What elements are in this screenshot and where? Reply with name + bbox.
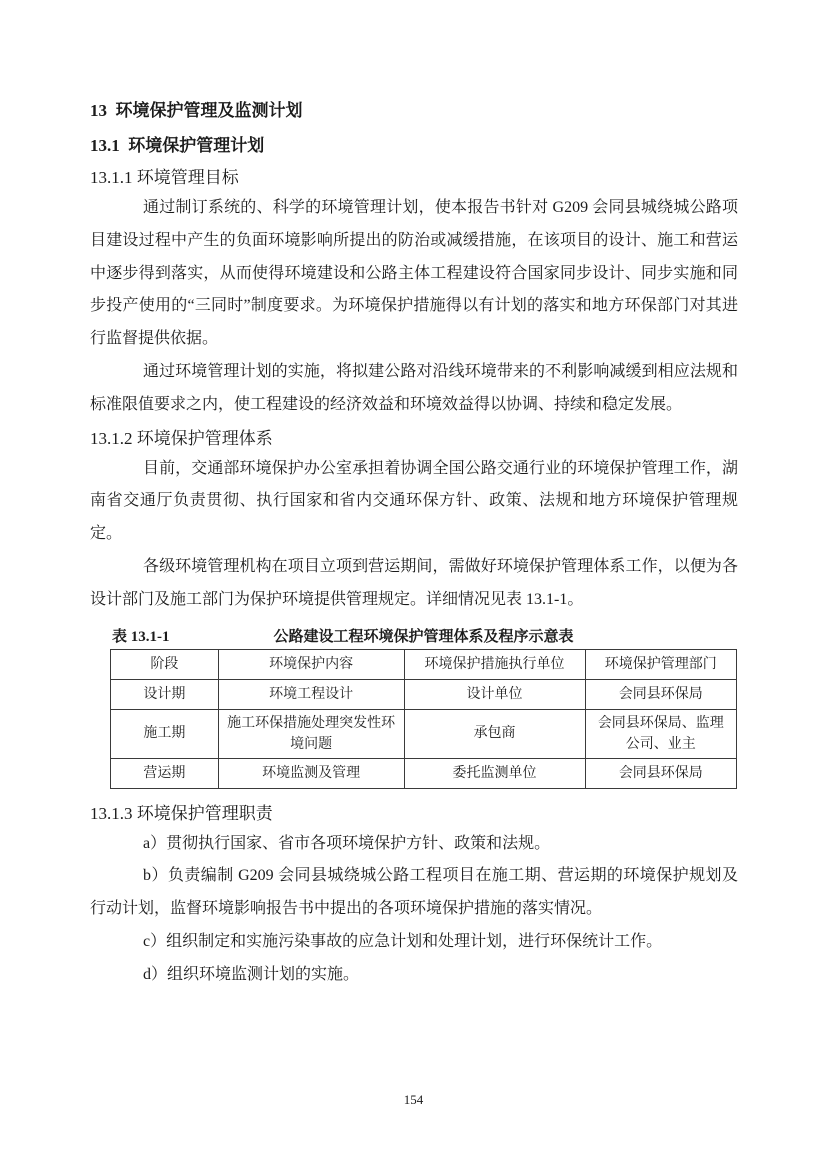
duty-item-a: a）贯彻执行国家、省市各项环境保护方针、政策和法规。 — [143, 834, 551, 852]
page-number: 154 — [403, 1092, 424, 1107]
paragraph-13-1-2-b: 各级环境管理机构在项目立项到营运期间，需做好环境保护管理体系工作，以便为各设计部门及施工部门为保护环境提供管理规定。详细情况见表 13.1-1。 — [90, 557, 738, 608]
cell-stage: 施工期 — [111, 709, 219, 758]
column-header-executor: 环境保护措施执行单位 — [404, 649, 585, 679]
table-row-operation-period — [111, 758, 737, 788]
subsection-heading-13-1-1: 13.1.1 环境管理目标 — [90, 168, 239, 187]
cell-executor: 设计单位 — [404, 679, 585, 709]
paragraph-13-1-1-a: 通过制订系统的、科学的环境管理计划，使本报告书针对 G209 会同县城绕城公路项目建设过程中产生的负面环境影响所提出的防治或减缓措施，在该项目的设计、施工和营运中逐步得到落实，从而使得环境建设和公路主体工程建设符合国家同步设计、同步实施和同步投产使用的“三同时”制度要求。为环境保护措施得以有计划的落实和地方环保部门对其进行监督提供依据。 — [90, 199, 738, 348]
chapter-heading: 13 环境保护管理及监测计划 — [90, 101, 303, 120]
management-system-table — [110, 649, 737, 789]
cell-executor: 委托监测单位 — [404, 758, 585, 788]
column-header-stage: 阶段 — [111, 649, 219, 679]
table-label: 表 13.1-1 — [112, 628, 170, 645]
cell-department: 会同县环保局 — [585, 758, 737, 788]
duty-item-c: c）组织制定和实施污染事故的应急计划和处理计划，进行环保统计工作。 — [143, 932, 663, 950]
cell-content: 施工环保措施处理突发性环境问题 — [218, 709, 404, 758]
cell-department: 会同县环保局 — [585, 679, 737, 709]
cell-content: 环境工程设计 — [218, 679, 404, 709]
section-heading-13-1: 13.1 环境保护管理计划 — [90, 136, 265, 155]
subsection-heading-13-1-3: 13.1.3 环境保护管理职责 — [90, 803, 273, 823]
column-header-department: 环境保护管理部门 — [585, 649, 737, 679]
cell-department: 会同县环保局、监理公司、业主 — [585, 709, 737, 758]
table-title: 公路建设工程环境保护管理体系及程序示意表 — [273, 628, 574, 645]
table-header-row — [111, 649, 737, 679]
paragraph-13-1-1-b: 通过环境管理计划的实施，将拟建公路对沿线环境带来的不利影响减缓到相应法规和标准限值要求之内，使工程建设的经济效益和环境效益得以协调、持续和稳定发展。 — [90, 362, 738, 413]
duty-item-b: b）负责编制 G209 会同县城绕城公路工程项目在施工期、营运期的环境保护规划及行动计划，监督环境影响报告书中提出的各项环境保护措施的落实情况。 — [90, 867, 738, 918]
cell-executor: 承包商 — [404, 709, 585, 758]
paragraph-13-1-2-a: 目前，交通部环境保护办公室承担着协调全国公路交通行业的环境保护管理工作，湖南省交通厅负责贯彻、执行国家和省内交通环保方针、政策、法规和地方环境保护管理规定。 — [90, 459, 738, 543]
table-caption — [110, 625, 737, 649]
cell-stage: 设计期 — [111, 679, 219, 709]
table-row-construction-period — [111, 709, 737, 758]
table-row-design-period — [111, 679, 737, 709]
cell-content: 环境监测及管理 — [218, 758, 404, 788]
duty-item-d: d）组织环境监测计划的实施。 — [143, 965, 360, 983]
cell-stage: 营运期 — [111, 758, 219, 788]
subsection-heading-13-1-2: 13.1.2 环境保护管理体系 — [90, 428, 273, 448]
column-header-content: 环境保护内容 — [218, 649, 404, 679]
